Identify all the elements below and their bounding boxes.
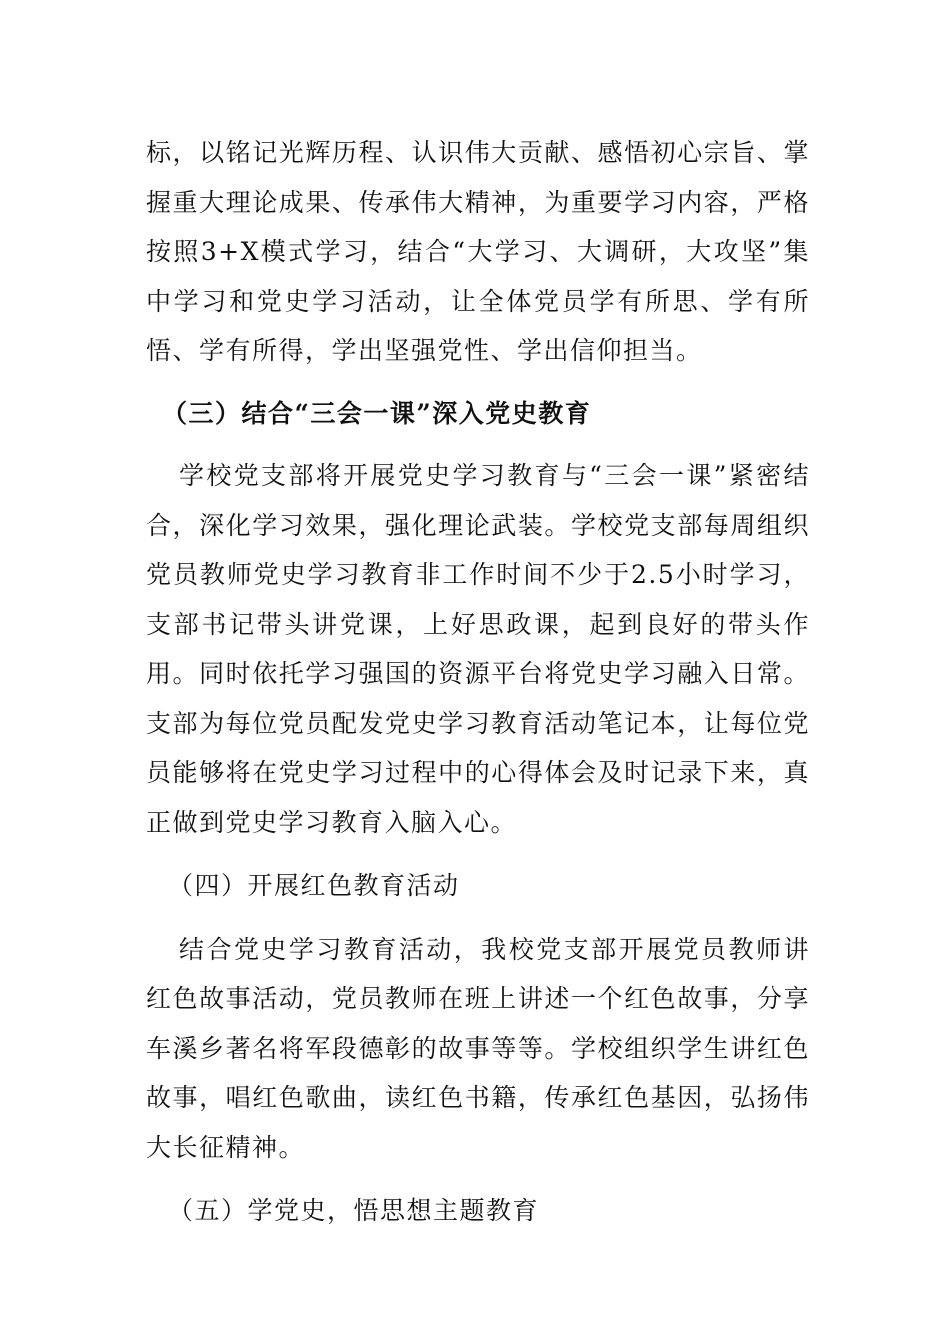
spacer — [146, 911, 810, 925]
spacer — [146, 847, 810, 861]
section-5-heading: （五）学党史，悟思想主题教育 — [168, 1196, 540, 1225]
document-body — [146, 128, 810, 1236]
spacer — [146, 438, 810, 451]
section-3-paragraph: 学校党支部将开展党史学习教育与“三会一课”紧密结合，深化学习效果，强化理论武装。学校党支部每周组织党员教师党史学习教育非工作时间不少于2.5小时学习，支部书记带头讲党课，上好思政课，起到良好的带头作用。同时依托学习强国的资源平台将党史学习融入日常。支部为每位党员配发党史学习教育活动笔记本，让每位党员能够将在党史学习过程中的心得体会及时记录下来，真正做到党史学习教育入脑入心。 — [146, 461, 810, 837]
section-4-heading: （四）开展红色教育活动 — [168, 871, 460, 900]
section-3-heading: （三）结合“三会一课”深入党史教育 — [162, 398, 592, 428]
spacer — [146, 1172, 810, 1186]
intro-paragraph: 标，以铭记光辉历程、认识伟大贡献、感悟初心宗旨、掌握重大理论成果、传承伟大精神，为重要学习内容，严格按照3+X模式学习，结合“大学习、大调研，大攻坚”集中学习和党史学习活动，让全体党员学有所思、学有所悟、学有所得，学出坚强党性、学出信仰担当。 — [146, 138, 810, 365]
spacer — [146, 376, 810, 389]
section-4-paragraph: 结合党史学习教育活动，我校党支部开展党员教师讲红色故事活动，党员教师在班上讲述一个红色故事，分享车溪乡著名将军段德彰的故事等等。学校组织学生讲红色故事，唱红色歌曲，读红色书籍，传承红色基因，弘扬伟大长征精神。 — [146, 934, 810, 1162]
